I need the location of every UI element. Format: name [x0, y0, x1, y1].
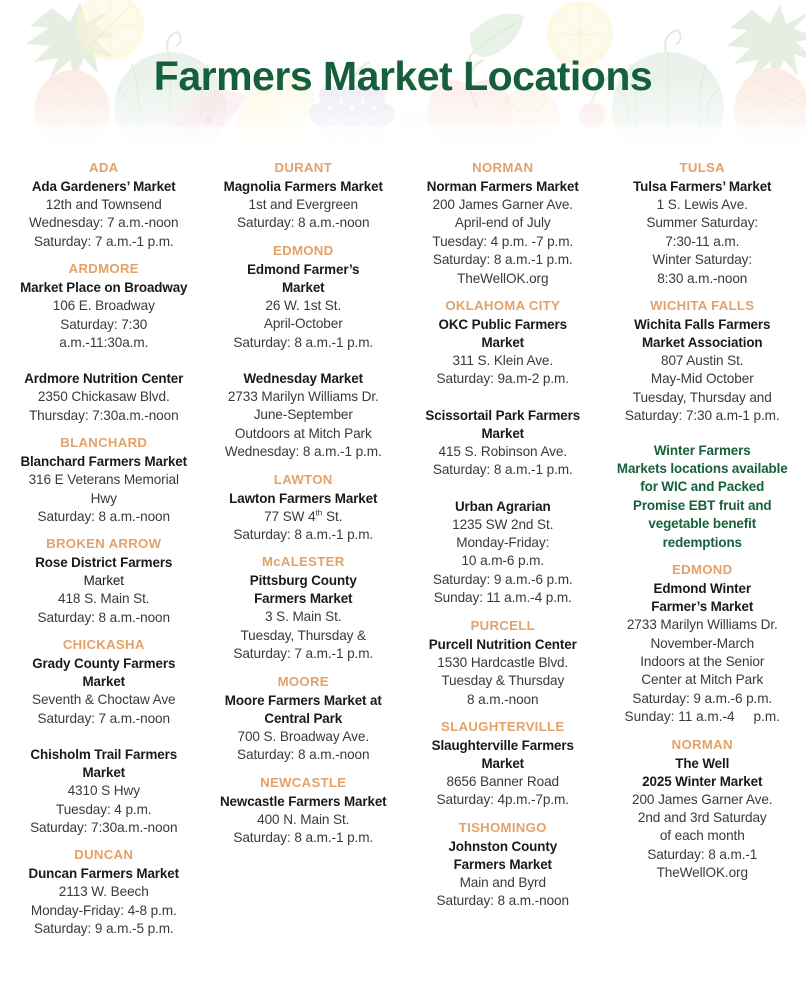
market-entry	[209, 793, 399, 848]
market-detail: 2733 Marilyn Williams Dr.	[626, 617, 778, 633]
market-detail: Tuesday, Thursday and	[632, 389, 772, 405]
market-detail: 1 S. Lewis Ave.	[656, 197, 748, 212]
market-name: Duncan Farmers Market	[28, 866, 179, 882]
city-heading-wichita-falls: WICHITA FALLS	[650, 298, 755, 314]
market-detail: Saturday: 7 a.m.-noon	[37, 710, 170, 726]
market-name: Chisholm Trail Farmers	[30, 747, 178, 763]
market-entry	[9, 370, 199, 425]
market-detail: Saturday: 8 a.m.-noon	[37, 509, 170, 525]
market-detail: 415 S. Robinson Ave.	[438, 443, 567, 459]
market-name: Tulsa Farmers’ Market	[633, 179, 772, 194]
market-detail: Summer Saturday:	[646, 215, 759, 231]
market-entry	[209, 178, 399, 233]
market-name: Moore Farmers Market at	[224, 692, 382, 708]
market-detail: Saturday: 8 a.m.-1 p.m.	[233, 527, 374, 543]
market-detail: Saturday: 4p.m.-7p.m.	[436, 792, 569, 808]
market-detail: June-September	[253, 407, 353, 423]
market-detail: Saturday: 8 a.m.-1	[647, 846, 758, 862]
market-entry	[408, 407, 598, 480]
page-title: Farmers Market Locations	[153, 52, 653, 99]
city-heading-norman-winter: NORMAN	[671, 736, 733, 752]
market-name: Pittsburg County	[249, 573, 357, 589]
market-detail: 8656 Banner Road	[446, 773, 560, 789]
market-detail: Saturday: 8 a.m.-noon	[237, 747, 370, 763]
city-heading-purcell: PURCELL	[470, 617, 535, 633]
market-detail: 200 James Garner Ave.	[432, 197, 573, 212]
city-heading-tishomingo: TISHOMINGO	[458, 819, 547, 835]
market-name: Blanchard Farmers Market	[20, 454, 188, 470]
winter-markets-note	[608, 442, 798, 552]
market-detail-address: 77 SW 4th St.	[264, 507, 343, 524]
market-detail: Indoors at the Senior	[640, 653, 765, 669]
market-detail: 316 E Veterans Memorial	[28, 472, 179, 488]
market-entry	[9, 453, 199, 526]
market-name: Edmond Winter	[653, 581, 751, 597]
market-name-continued: Farmer’s Market	[651, 599, 754, 615]
market-detail: Winter Saturday:	[652, 252, 753, 268]
market-detail: 3 S. Main St.	[264, 609, 342, 625]
market-entry	[209, 490, 399, 545]
market-detail: 418 S. Main St.	[58, 591, 150, 607]
market-detail: Outdoors at Mitch Park	[234, 425, 372, 441]
market-name-continued: Market	[481, 425, 525, 441]
market-detail: 106 E. Broadway	[52, 298, 155, 314]
market-detail: Tuesday, Thursday &	[240, 627, 367, 643]
market-name: Grady County Farmers	[32, 656, 176, 672]
market-detail: Monday-Friday: 4-8 p.m.	[30, 902, 177, 918]
market-detail: 7:30-11 a.m.	[665, 233, 740, 249]
market-detail: Sunday: 11 a.m.-4 p.m.	[624, 709, 780, 725]
market-entry	[209, 261, 399, 352]
city-heading-duncan: DUNCAN	[74, 847, 134, 863]
market-detail: Tuesday: 4 p.m. -7 p.m.	[432, 233, 574, 249]
market-name-continued: Central Park	[264, 710, 343, 726]
market-name-continued: Farmers Market	[254, 591, 353, 607]
market-name: Johnston County	[448, 838, 558, 854]
market-detail: of each month	[659, 828, 745, 844]
market-detail: Saturday: 9 a.m.-6 p.m.	[632, 690, 773, 706]
market-detail: 200 James Garner Ave.	[632, 791, 773, 807]
market-detail: Wednesday: 7 a.m.-noon	[29, 215, 179, 231]
market-name: Scissortail Park Farmers	[425, 407, 581, 423]
market-entry	[408, 316, 598, 389]
market-entry	[408, 838, 598, 911]
note-line: Promise EBT fruit and	[632, 497, 772, 513]
market-name: Slaughterville Farmers	[431, 737, 574, 753]
market-detail: Tuesday: 4 p.m.	[56, 801, 152, 817]
column-4	[603, 152, 803, 996]
market-detail: Wednesday: 8 a.m.-1 p.m.	[224, 444, 382, 460]
market-name-continued: Market	[481, 755, 525, 771]
market-entry	[408, 737, 598, 810]
market-entry	[9, 554, 199, 627]
market-detail: 8 a.m.-noon	[467, 691, 539, 707]
market-name: Wichita Falls Farmers	[634, 317, 771, 333]
market-detail: Saturday: 9 a.m.-5 p.m.	[33, 921, 174, 937]
page-header	[0, 0, 806, 152]
market-entry	[209, 572, 399, 663]
city-heading-lawton: LAWTON	[273, 471, 333, 487]
market-detail: 26 W. 1st St.	[265, 297, 342, 313]
market-detail: 311 S. Klein Ave.	[452, 353, 554, 369]
market-name-continued: 2025 Winter Market	[642, 773, 763, 789]
market-detail: Saturday: 8 a.m.-noon	[237, 215, 370, 231]
market-name-continued: Market	[82, 674, 126, 690]
market-website[interactable]: TheWellOK.org	[457, 270, 549, 286]
market-name: Lawton Farmers Market	[229, 490, 378, 506]
market-detail: Saturday: 7 a.m.-1 p.m.	[233, 646, 374, 662]
note-line: redemptions	[662, 534, 742, 550]
market-entry	[408, 636, 598, 709]
market-entry	[608, 755, 798, 883]
market-detail: 2733 Marilyn Williams Dr.	[227, 389, 379, 405]
market-detail: November-March	[650, 635, 755, 651]
spacer	[9, 729, 199, 746]
market-detail: Seventh & Choctaw Ave	[32, 692, 176, 708]
note-line: for WIC and Packed	[640, 479, 765, 495]
market-detail: April-October	[263, 316, 343, 332]
city-heading-oklahoma-city: OKLAHOMA CITY	[445, 298, 561, 314]
market-detail: 4310 S Hwy	[67, 783, 140, 799]
market-name: Ada Gardeners’ Market	[31, 179, 176, 194]
market-name: Rose District Farmers	[35, 555, 173, 571]
city-heading-chickasha: CHICKASHA	[62, 637, 145, 653]
market-detail: 700 S. Broadway Ave.	[237, 728, 369, 744]
city-heading-tulsa: TULSA	[679, 160, 725, 175]
market-detail: Saturday: 8 a.m.-1 p.m.	[432, 252, 573, 268]
market-entry	[9, 279, 199, 352]
market-detail: 2350 Chickasaw Blvd.	[37, 389, 170, 405]
city-heading-slaughterville: SLAUGHTERVILLE	[441, 718, 565, 734]
market-name: Purcell Nutrition Center	[428, 636, 577, 652]
note-line: Markets locations available	[616, 461, 788, 477]
market-detail: Sunday: 11 a.m.-4 p.m.	[433, 590, 572, 606]
market-detail: Hwy	[90, 490, 117, 506]
market-detail: 2nd and 3rd Saturday	[637, 809, 767, 825]
market-name: OKC Public Farmers	[438, 317, 567, 333]
market-name: Edmond Farmer’s	[247, 261, 360, 277]
market-entry	[9, 865, 199, 938]
market-entry	[9, 746, 199, 837]
market-detail: Tuesday & Thursday	[441, 673, 565, 689]
market-entry	[408, 498, 598, 608]
market-detail: May-Mid October	[650, 371, 754, 387]
city-heading-edmond-winter: EDMOND	[672, 562, 733, 578]
market-detail: Saturday: 9 a.m.-6 p.m.	[432, 571, 573, 587]
city-heading-durant: DURANT	[274, 160, 332, 175]
market-detail: April-end of July	[454, 215, 551, 231]
market-name: Market Place on Broadway	[20, 280, 188, 296]
city-heading-blanchard: BLANCHARD	[60, 435, 148, 451]
market-detail: 400 N. Main St.	[257, 811, 350, 827]
market-name: Ardmore Nutrition Center	[24, 371, 184, 387]
market-name: The Well	[675, 755, 730, 771]
market-detail: Main and Byrd	[459, 874, 546, 890]
spacer	[408, 481, 598, 498]
market-name-continued: Market	[82, 765, 126, 781]
market-detail: 8:30 a.m.-noon	[657, 270, 748, 286]
market-detail: Saturday: 9a.m-2 p.m.	[436, 371, 569, 387]
market-entry	[408, 178, 598, 288]
city-heading-ardmore: ARDMORE	[68, 261, 139, 277]
market-name-continued: Market Association	[642, 335, 763, 351]
column-2	[204, 152, 404, 996]
column-3	[403, 152, 603, 996]
market-detail: 1235 SW 2nd St.	[452, 516, 554, 532]
market-website[interactable]: TheWellOK.org	[656, 865, 748, 881]
city-heading-moore: MOORE	[277, 673, 329, 689]
market-name-continued: Market	[281, 279, 325, 295]
city-heading-newcastle: NEWCASTLE	[260, 774, 347, 790]
market-entry	[9, 655, 199, 728]
market-entry	[209, 692, 399, 765]
market-detail: Thursday: 7:30a.m.-noon	[28, 407, 179, 423]
market-name: Urban Agrarian	[454, 498, 551, 514]
spacer	[9, 353, 199, 370]
city-heading-ada: ADA	[89, 160, 119, 175]
market-detail: Saturday: 7 a.m.-1 p.m.	[33, 233, 174, 249]
market-detail: Saturday: 7:30 a.m-1 p.m.	[624, 408, 780, 424]
note-line: vegetable benefit	[648, 516, 757, 532]
market-name: Newcastle Farmers Market	[219, 793, 387, 809]
market-detail: a.m.-11:30a.m.	[59, 335, 149, 351]
market-detail: 1st and Evergreen	[248, 197, 358, 212]
market-entry	[9, 178, 199, 251]
market-detail: Saturday: 7:30	[60, 316, 148, 332]
market-entry	[608, 178, 798, 288]
note-line: Winter Farmers	[653, 442, 751, 458]
market-columns	[0, 152, 806, 996]
city-heading-edmond: EDMOND	[273, 242, 334, 258]
market-name: Wednesday Market	[243, 371, 363, 387]
market-detail: 12th and Townsend	[45, 197, 162, 212]
city-heading-broken-arrow: BROKEN ARROW	[46, 536, 162, 552]
column-1	[4, 152, 204, 996]
spacer	[209, 353, 399, 370]
market-detail: 1530 Hardcastle Blvd.	[437, 654, 569, 670]
city-heading-mcalester: McALESTER	[261, 554, 345, 570]
market-detail: Saturday: 8 a.m.-1 p.m.	[233, 829, 374, 845]
market-name: Norman Farmers Market	[426, 179, 579, 194]
market-entry	[608, 580, 798, 726]
market-name: Magnolia Farmers Market	[223, 179, 383, 194]
market-detail: Saturday: 8 a.m.-1 p.m.	[233, 334, 374, 350]
market-detail: Monday-Friday:	[456, 535, 550, 551]
market-name-continued: Farmers Market	[453, 856, 552, 872]
spacer	[408, 390, 598, 407]
market-detail: 10 a.m-6 p.m.	[461, 553, 545, 569]
market-detail: 2113 W. Beech	[58, 884, 149, 900]
market-detail: Center at Mitch Park	[641, 672, 764, 688]
market-detail: Saturday: 8 a.m.-noon	[436, 893, 569, 909]
market-entry	[608, 316, 798, 426]
market-entry	[209, 370, 399, 462]
market-detail: 807 Austin St.	[661, 353, 744, 369]
market-detail: Saturday: 8 a.m.-noon	[37, 609, 170, 625]
market-detail: Saturday: 8 a.m.-1 p.m.	[432, 462, 573, 478]
market-name-continued: Market	[481, 335, 525, 351]
market-name-continued: Market	[83, 573, 124, 589]
city-heading-norman: NORMAN	[472, 160, 534, 175]
market-detail: Saturday: 7:30a.m.-noon	[30, 819, 178, 835]
